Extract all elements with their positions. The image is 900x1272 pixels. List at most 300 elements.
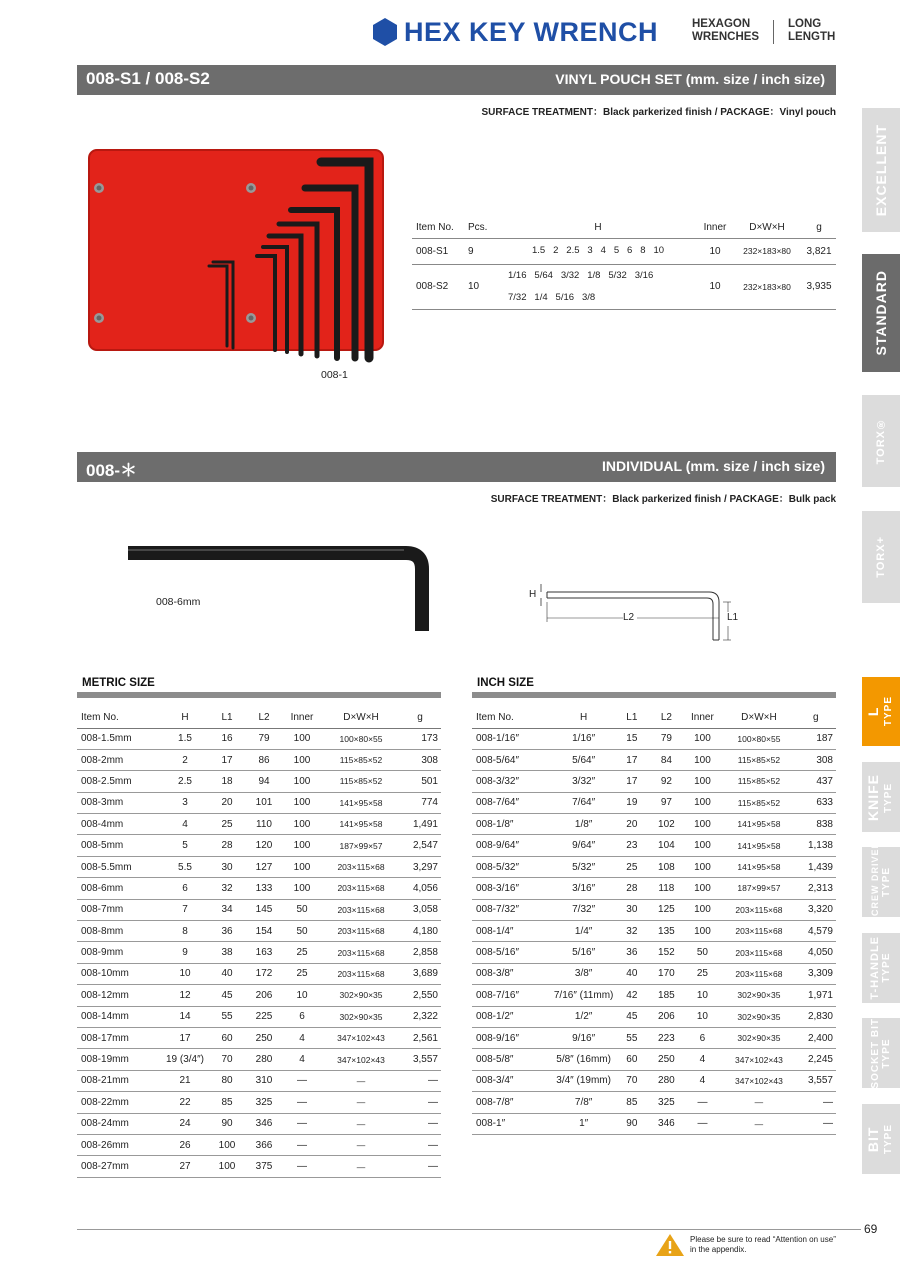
table-cell: 28 xyxy=(613,878,650,899)
table-cell: — xyxy=(323,1092,399,1113)
column-header: L1 xyxy=(207,707,247,728)
side-tab-standard[interactable]: STANDARD xyxy=(862,254,900,372)
table-cell: 8 xyxy=(163,921,207,942)
table-cell: 25 xyxy=(207,814,247,835)
table-cell: 347×102×43 xyxy=(722,1070,795,1091)
footer-rule xyxy=(77,1229,861,1230)
table-cell: 2,561 xyxy=(399,1027,441,1048)
side-tab-torx-plus[interactable]: TORX+ xyxy=(862,511,900,603)
side-tab-t-handle-type[interactable]: T-HANDLE TYPE xyxy=(862,933,900,1003)
table-cell: 3,689 xyxy=(399,963,441,984)
set-section-description: VINYL POUCH SET (mm. size / inch size) xyxy=(555,71,825,87)
table-cell: 154 xyxy=(247,921,281,942)
table-row xyxy=(77,835,441,856)
wrench-caption: 008-6mm xyxy=(156,596,201,608)
table-cell: 206 xyxy=(650,1006,682,1027)
table-cell: 100 xyxy=(682,749,722,770)
table-cell: 100 xyxy=(281,878,323,899)
side-tab-knife-type[interactable]: KNIFE TYPE xyxy=(862,762,900,832)
table-cell: 100 xyxy=(682,899,722,920)
table-cell: 203×115×68 xyxy=(722,921,795,942)
table-cell: 108 xyxy=(650,856,682,877)
table-cell: 008-26mm xyxy=(77,1134,163,1155)
table-cell: 4,050 xyxy=(795,942,836,963)
column-header: D×W×H xyxy=(323,707,399,728)
table-cell: 90 xyxy=(207,1113,247,1134)
table-cell: 187×99×57 xyxy=(323,835,399,856)
table-header-row xyxy=(472,707,836,728)
table-cell: 80 xyxy=(207,1070,247,1091)
table-cell: 10 xyxy=(682,985,722,1006)
table-cell: 187 xyxy=(795,728,836,749)
table-cell: 4,579 xyxy=(795,921,836,942)
table-cell: 008-14mm xyxy=(77,1006,163,1027)
table-cell: 008-19mm xyxy=(77,1049,163,1070)
table-cell: 50 xyxy=(682,942,722,963)
table-cell: 141×95×58 xyxy=(722,856,795,877)
table-cell: 008-1/8″ xyxy=(472,814,554,835)
table-cell: 9/64″ xyxy=(554,835,613,856)
table-cell: — xyxy=(281,1134,323,1155)
table-cell: 85 xyxy=(613,1092,650,1113)
table-cell: 2,830 xyxy=(795,1006,836,1027)
table-cell: 346 xyxy=(650,1113,682,1134)
table-cell: 008-6mm xyxy=(77,878,163,899)
table-cell: 3/16″ xyxy=(554,878,613,899)
brand-header xyxy=(372,17,658,47)
individual-section-description: INDIVIDUAL (mm. size / inch size) xyxy=(601,458,825,474)
table-cell: 45 xyxy=(613,1006,650,1027)
table-cell: 3/4″ (19mm) xyxy=(554,1070,613,1091)
table-cell: — xyxy=(281,1092,323,1113)
table-cell: 008-21mm xyxy=(77,1070,163,1091)
table-cell: 5/8″ (16mm) xyxy=(554,1049,613,1070)
table-cell: 100 xyxy=(207,1134,247,1155)
table-cell: 250 xyxy=(247,1027,281,1048)
table-row: 008-S1 9 1.5 2 2.5 3 4 5 6 8 10 10 232×183×80 3,821 xyxy=(412,238,836,264)
table-cell: 5.5 xyxy=(163,856,207,877)
table-cell: — xyxy=(281,1156,323,1177)
table-cell: 008-3/32″ xyxy=(472,771,554,792)
table-cell: 19 xyxy=(613,792,650,813)
table-cell: 008-5/32″ xyxy=(472,856,554,877)
table-cell: 118 xyxy=(650,878,682,899)
table-cell: 203×115×68 xyxy=(323,942,399,963)
side-tab-screw-driver-type[interactable]: SCREW DRIVER TYPE xyxy=(862,847,900,917)
table-cell: 100 xyxy=(281,814,323,835)
column-header: g xyxy=(399,707,441,728)
table-cell: 008-5/8″ xyxy=(472,1049,554,1070)
table-cell: 774 xyxy=(399,792,441,813)
table-cell: 4,056 xyxy=(399,878,441,899)
table-cell: 3,320 xyxy=(795,899,836,920)
table-cell: 70 xyxy=(207,1049,247,1070)
table-cell: 347×102×43 xyxy=(323,1027,399,1048)
table-cell: 26 xyxy=(163,1134,207,1155)
table-cell: — xyxy=(323,1070,399,1091)
table-cell: 36 xyxy=(207,921,247,942)
table-cell: 173 xyxy=(399,728,441,749)
table-cell: 100 xyxy=(281,728,323,749)
column-header: Item No. xyxy=(472,707,554,728)
table-cell: 4 xyxy=(281,1027,323,1048)
table-cell: 008-7/16″ xyxy=(472,985,554,1006)
table-cell: 1/2″ xyxy=(554,1006,613,1027)
table-row xyxy=(472,728,836,749)
table-cell: — xyxy=(399,1113,441,1134)
table-cell: 008-7/32″ xyxy=(472,899,554,920)
table-row xyxy=(77,921,441,942)
table-cell: 308 xyxy=(399,749,441,770)
table-cell: 84 xyxy=(650,749,682,770)
table-cell: 100 xyxy=(682,814,722,835)
table-cell: 16 xyxy=(207,728,247,749)
table-cell: 1,439 xyxy=(795,856,836,877)
table-cell: 145 xyxy=(247,899,281,920)
header-subtitle-hexagon: HEXAGON WRENCHES xyxy=(692,18,760,43)
column-header: L2 xyxy=(650,707,682,728)
table-cell: 133 xyxy=(247,878,281,899)
table-cell: 325 xyxy=(247,1092,281,1113)
col-item-no: Item No. xyxy=(412,218,468,238)
table-cell: 185 xyxy=(650,985,682,1006)
table-cell: 008-8mm xyxy=(77,921,163,942)
table-cell: 501 xyxy=(399,771,441,792)
table-cell: 203×115×68 xyxy=(323,899,399,920)
table-cell: 375 xyxy=(247,1156,281,1177)
table-cell: 170 xyxy=(650,963,682,984)
side-tab-l-type[interactable]: L TYPE xyxy=(862,677,900,746)
table-row xyxy=(472,1027,836,1048)
table-cell: 203×115×68 xyxy=(323,963,399,984)
table-cell: 55 xyxy=(207,1006,247,1027)
table-cell: 17 xyxy=(613,771,650,792)
table-cell: 308 xyxy=(795,749,836,770)
table-cell: 27 xyxy=(163,1156,207,1177)
table-cell: 008-1/4″ xyxy=(472,921,554,942)
table-row xyxy=(472,814,836,835)
table-cell: 5 xyxy=(163,835,207,856)
table-cell: 3 xyxy=(163,792,207,813)
table-cell: 203×115×68 xyxy=(722,963,795,984)
table-cell: 7/32″ xyxy=(554,899,613,920)
table-cell: 4 xyxy=(163,814,207,835)
table-row xyxy=(77,1006,441,1027)
table-cell: 70 xyxy=(613,1070,650,1091)
table-cell: 7/16″ (11mm) xyxy=(554,985,613,1006)
table-cell: 10 xyxy=(682,1006,722,1027)
table-row xyxy=(77,942,441,963)
table-cell: 250 xyxy=(650,1049,682,1070)
table-cell: 21 xyxy=(163,1070,207,1091)
col-g: g xyxy=(802,218,836,238)
table-cell: 3/32″ xyxy=(554,771,613,792)
table-cell: 125 xyxy=(650,899,682,920)
table-cell: 20 xyxy=(613,814,650,835)
table-cell: 225 xyxy=(247,1006,281,1027)
table-cell: 141×95×58 xyxy=(323,814,399,835)
diagram-label-l2: L2 xyxy=(623,612,635,623)
table-cell: 008-3/4″ xyxy=(472,1070,554,1091)
table-cell: 92 xyxy=(650,771,682,792)
table-cell: 85 xyxy=(207,1092,247,1113)
table-cell: 25 xyxy=(682,963,722,984)
dimension-diagram xyxy=(525,582,745,642)
table-cell: 127 xyxy=(247,856,281,877)
table-cell: 110 xyxy=(247,814,281,835)
table-row xyxy=(77,856,441,877)
table-cell: 100×80×55 xyxy=(323,728,399,749)
pouch-caption: 008-1 xyxy=(321,369,348,381)
attention-notice: Please be sure to read “Attention on use” in the appendix. xyxy=(690,1235,836,1254)
table-cell: 206 xyxy=(247,985,281,1006)
column-header: L1 xyxy=(613,707,650,728)
table-cell: 008-5.5mm xyxy=(77,856,163,877)
table-cell: 1/16″ xyxy=(554,728,613,749)
column-header: g xyxy=(795,707,836,728)
table-cell: 100 xyxy=(682,878,722,899)
table-cell: 2 xyxy=(163,749,207,770)
table-cell: 36 xyxy=(613,942,650,963)
table-cell: 633 xyxy=(795,792,836,813)
table-row xyxy=(77,963,441,984)
table-cell: 008-12mm xyxy=(77,985,163,1006)
table-cell: — xyxy=(281,1070,323,1091)
table-cell: 141×95×58 xyxy=(722,835,795,856)
table-row xyxy=(472,878,836,899)
column-header: H xyxy=(163,707,207,728)
column-header: D×W×H xyxy=(722,707,795,728)
table-cell: 008-3/8″ xyxy=(472,963,554,984)
set-table xyxy=(412,218,836,310)
table-cell: 3,058 xyxy=(399,899,441,920)
table-cell: 100 xyxy=(682,856,722,877)
metric-rule xyxy=(77,692,441,698)
diagram-label-l1: L1 xyxy=(727,612,739,623)
table-cell: 008-22mm xyxy=(77,1092,163,1113)
table-cell: 100 xyxy=(281,835,323,856)
table-cell: 25 xyxy=(281,963,323,984)
table-row xyxy=(472,1049,836,1070)
table-cell: 325 xyxy=(650,1092,682,1113)
table-row xyxy=(472,942,836,963)
table-cell: 2,858 xyxy=(399,942,441,963)
table-cell: 100 xyxy=(682,792,722,813)
table-cell: 100 xyxy=(281,749,323,770)
table-cell: 79 xyxy=(650,728,682,749)
table-cell: 25 xyxy=(281,942,323,963)
table-row xyxy=(472,771,836,792)
table-cell: 115×85×52 xyxy=(722,771,795,792)
column-header: Item No. xyxy=(77,707,163,728)
table-row xyxy=(77,814,441,835)
table-cell: 008-3/16″ xyxy=(472,878,554,899)
table-cell: 172 xyxy=(247,963,281,984)
table-row xyxy=(77,1156,441,1177)
table-cell: 30 xyxy=(613,899,650,920)
table-cell: — xyxy=(399,1134,441,1155)
table-cell: 1,491 xyxy=(399,814,441,835)
table-row xyxy=(77,771,441,792)
table-cell: 203×115×68 xyxy=(323,921,399,942)
table-row xyxy=(472,921,836,942)
side-tab-excellent[interactable]: EXCELLENT xyxy=(862,108,900,232)
vinyl-pouch-image xyxy=(87,148,385,363)
table-cell: 17 xyxy=(613,749,650,770)
table-cell: 008-7/8″ xyxy=(472,1092,554,1113)
table-cell: 008-5mm xyxy=(77,835,163,856)
table-row xyxy=(472,856,836,877)
table-cell: 203×115×68 xyxy=(323,856,399,877)
individual-section-code: 008-＊ xyxy=(86,461,138,480)
table-cell: 5/64″ xyxy=(554,749,613,770)
table-cell: 008-3mm xyxy=(77,792,163,813)
col-dwh: D×W×H xyxy=(732,218,802,238)
table-cell: — xyxy=(682,1113,722,1134)
table-cell: 60 xyxy=(207,1027,247,1048)
table-row xyxy=(472,963,836,984)
table-cell: 008-2.5mm xyxy=(77,771,163,792)
page-title: HEX KEY WRENCH xyxy=(404,17,659,47)
header-subtitle-length: LONG LENGTH xyxy=(788,18,836,43)
table-cell: 302×90×35 xyxy=(722,1006,795,1027)
table-cell: 3,297 xyxy=(399,856,441,877)
set-table-header xyxy=(412,218,836,238)
table-row xyxy=(77,1070,441,1091)
table-cell: 008-4mm xyxy=(77,814,163,835)
table-cell: — xyxy=(795,1092,836,1113)
table-cell: 280 xyxy=(247,1049,281,1070)
table-cell: 135 xyxy=(650,921,682,942)
table-cell: 90 xyxy=(613,1113,650,1134)
table-cell: 1″ xyxy=(554,1113,613,1134)
table-row: 008-S2 10 1/16 5/64 3/32 1/8 5/32 3/16 7/32 1/4 5/16 3/8 10 232×183×80 3,935 xyxy=(412,264,836,309)
table-cell: 14 xyxy=(163,1006,207,1027)
table-cell: 152 xyxy=(650,942,682,963)
table-cell: 40 xyxy=(207,963,247,984)
table-cell: 203×115×68 xyxy=(722,899,795,920)
table-cell: — xyxy=(722,1113,795,1134)
table-cell: 4 xyxy=(682,1070,722,1091)
table-cell: 19 (3/4″) xyxy=(163,1049,207,1070)
table-cell: 008-17mm xyxy=(77,1027,163,1048)
inch-table xyxy=(472,707,836,1135)
table-cell: 20 xyxy=(207,792,247,813)
table-row xyxy=(77,878,441,899)
table-cell: 101 xyxy=(247,792,281,813)
table-cell: 6 xyxy=(682,1027,722,1048)
col-pcs: Pcs. xyxy=(468,218,498,238)
table-cell: 008-27mm xyxy=(77,1156,163,1177)
table-cell: 79 xyxy=(247,728,281,749)
metric-table xyxy=(77,707,441,1178)
table-row xyxy=(472,835,836,856)
diagram-label-h: H xyxy=(529,589,537,600)
table-cell: 347×102×43 xyxy=(323,1049,399,1070)
col-h: H xyxy=(498,218,698,238)
table-cell: 2,245 xyxy=(795,1049,836,1070)
table-cell: 346 xyxy=(247,1113,281,1134)
hex-key-wrench-image xyxy=(126,545,432,633)
table-cell: 17 xyxy=(163,1027,207,1048)
table-cell: 7/64″ xyxy=(554,792,613,813)
table-cell: 6 xyxy=(163,878,207,899)
side-tab-socket-bit-type[interactable]: SOCKET BIT TYPE xyxy=(862,1018,900,1088)
table-cell: — xyxy=(682,1092,722,1113)
side-tab-torx[interactable]: TORX® xyxy=(862,395,900,487)
table-cell: 42 xyxy=(613,985,650,1006)
column-header: Inner xyxy=(281,707,323,728)
set-treatment: SURFACE TREATMENT：Black parkerized finish / PACKAGE：Vinyl pouch xyxy=(481,107,836,118)
table-cell: 100 xyxy=(207,1156,247,1177)
table-row xyxy=(472,985,836,1006)
column-header: L2 xyxy=(247,707,281,728)
set-section-code: 008-S1 / 008-S2 xyxy=(86,69,210,88)
table-row xyxy=(77,1027,441,1048)
table-cell: 32 xyxy=(207,878,247,899)
table-cell: 100 xyxy=(682,921,722,942)
table-cell: 4,180 xyxy=(399,921,441,942)
table-row xyxy=(472,1113,836,1134)
table-cell: 102 xyxy=(650,814,682,835)
table-cell: 25 xyxy=(613,856,650,877)
table-cell: 24 xyxy=(163,1113,207,1134)
table-row xyxy=(77,985,441,1006)
table-cell: 115×85×52 xyxy=(323,771,399,792)
hexagon-icon xyxy=(372,17,398,47)
column-header: Inner xyxy=(682,707,722,728)
table-cell: 008-5/64″ xyxy=(472,749,554,770)
table-cell: 32 xyxy=(613,921,650,942)
table-cell: — xyxy=(399,1070,441,1091)
table-cell: 008-1/16″ xyxy=(472,728,554,749)
table-row xyxy=(472,792,836,813)
table-row xyxy=(472,899,836,920)
table-cell: — xyxy=(399,1092,441,1113)
table-cell: 2,322 xyxy=(399,1006,441,1027)
table-cell: 203×115×68 xyxy=(323,878,399,899)
table-cell: 5/16″ xyxy=(554,942,613,963)
table-cell: 10 xyxy=(281,985,323,1006)
table-cell: 10 xyxy=(163,963,207,984)
table-cell: 38 xyxy=(207,942,247,963)
table-cell: 6 xyxy=(281,1006,323,1027)
table-row xyxy=(472,1092,836,1113)
table-cell: 008-7/64″ xyxy=(472,792,554,813)
table-cell: 100 xyxy=(281,856,323,877)
table-cell: 28 xyxy=(207,835,247,856)
individual-section-bar xyxy=(77,452,836,482)
table-cell: 008-9/64″ xyxy=(472,835,554,856)
table-cell: 94 xyxy=(247,771,281,792)
table-cell: 115×85×52 xyxy=(722,749,795,770)
table-cell: 310 xyxy=(247,1070,281,1091)
table-cell: 302×90×35 xyxy=(323,985,399,1006)
table-cell: 008-1/2″ xyxy=(472,1006,554,1027)
table-cell: 1.5 xyxy=(163,728,207,749)
table-cell: 008-9/16″ xyxy=(472,1027,554,1048)
table-cell: 3,557 xyxy=(795,1070,836,1091)
table-cell: 1,138 xyxy=(795,835,836,856)
side-tab-bit-type[interactable]: BIT TYPE xyxy=(862,1104,900,1174)
table-cell: 100 xyxy=(682,835,722,856)
table-cell: 008-1.5mm xyxy=(77,728,163,749)
set-section-bar xyxy=(77,65,836,95)
header-divider xyxy=(773,20,774,44)
metric-title: METRIC SIZE xyxy=(82,677,155,689)
table-cell: 4 xyxy=(682,1049,722,1070)
table-cell: 366 xyxy=(247,1134,281,1155)
